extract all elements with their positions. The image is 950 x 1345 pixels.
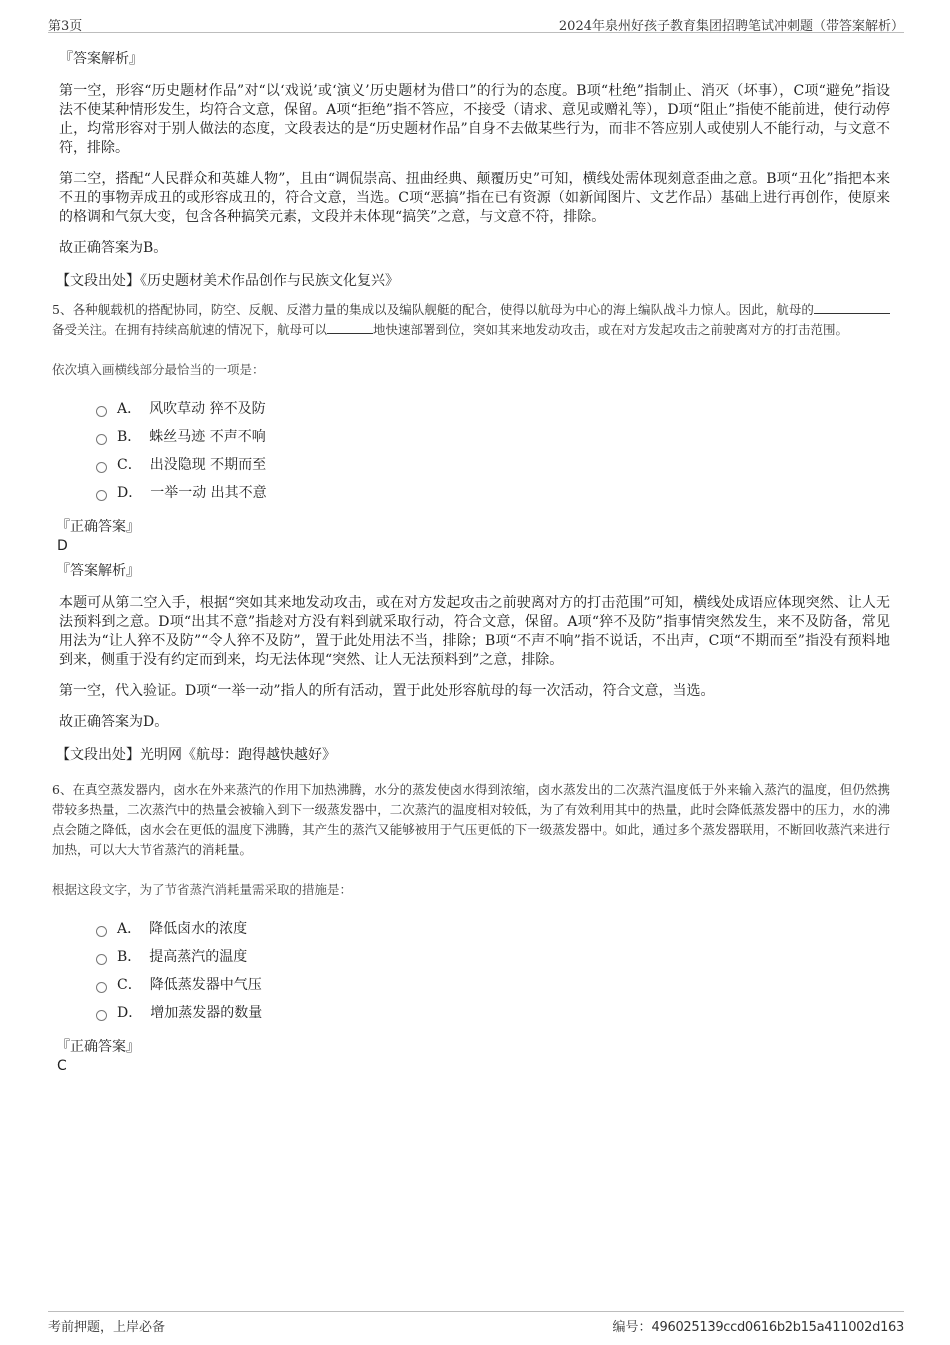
radio-icon[interactable]: [96, 490, 107, 501]
page-content: [52, 40, 890, 1078]
q5-text-part-3: 地快速部署到位，突如其来地发动攻击，或在对方发起攻击之前驶离对方的打击范围。: [373, 322, 849, 337]
q6-prompt: 根据这段文字，为了节省蒸汽消耗量需采取的措施是：: [52, 882, 353, 897]
q4-analysis-conclusion: 故正确答案为B。: [59, 240, 168, 256]
q5-answer-label: 『正确答案』: [56, 519, 140, 535]
q5-option-a[interactable]: [96, 394, 890, 422]
radio-icon[interactable]: [96, 926, 107, 937]
q5-blank-2: [327, 321, 373, 334]
q5-analysis-paragraph-1: 本题可从第二空入手，根据“突如其来地发动攻击，或在对方发起攻击之前驶离对方的打击范围”可知，横线处成语应体现突然、让人无法预料到之意。D项“出其不意”指趁对方没有料到就采取行动，符合文意，保留。A项“猝不及防”指事情突然发生，来不及防备，常见用法为“让人猝不及防”“令人猝不及防”，置于此处用法不当，排除；B项“不声不响”指不说话，不出声，C项“不期而至”指没有预料地到来，侧重于没有约定而到来，均无法体现“突然、让人无法预料到”之意，排除。: [59, 595, 890, 668]
option-letter: D．: [117, 485, 143, 501]
q6-options: [96, 914, 890, 1026]
q6-option-a[interactable]: [96, 914, 890, 942]
q5-answer-value: D: [57, 538, 68, 554]
q5-prompt: 依次填入画横线部分最恰当的一项是：: [52, 362, 265, 377]
page-footer: [48, 1311, 904, 1334]
radio-icon[interactable]: [96, 406, 107, 417]
radio-icon[interactable]: [96, 1010, 107, 1021]
option-text: 出没隐现 不期而至: [149, 457, 267, 473]
option-letter: C．: [117, 977, 142, 993]
option-letter: C．: [117, 457, 142, 473]
option-text: 风吹草动 猝不及防: [149, 401, 266, 417]
q5-analysis-heading: 『答案解析』: [56, 563, 140, 579]
footer-slogan: 考前押题，上岸必备: [48, 1320, 166, 1335]
q6-option-c[interactable]: [96, 970, 890, 998]
q5-source: 【文段出处】光明网《航母：跑得越快越好》: [56, 747, 336, 763]
document-id: [613, 1316, 904, 1335]
page-header: [48, 12, 904, 33]
radio-icon[interactable]: [96, 954, 107, 965]
q4-source: 【文段出处】《历史题材美术作品创作与民族文化复兴》: [56, 273, 399, 289]
q5-option-d[interactable]: [96, 478, 890, 506]
question-6-text: 6、在真空蒸发器内，卤水在外来蒸汽的作用下加热沸腾，水分的蒸发使卤水得到浓缩，卤水蒸发出的二次蒸汽温度低于外来输入蒸汽的温度，但仍然携带较多热量，二次蒸汽中的热量会被输入到下一级蒸发器中，二次蒸汽的温度相对较低，为了有效利用其中的热量，此时会降低蒸发器中的压力，水的沸点会随之降低，卤水会在更低的温度下沸腾，其产生的蒸汽又能够被用于气压更低的下一级蒸发器中。如此，通过多个蒸发器联用，不断回收蒸汽来进行加热，可以大大节省蒸汽的消耗量。: [52, 782, 890, 857]
option-letter: D．: [117, 1005, 143, 1021]
option-letter: B．: [117, 949, 142, 965]
option-text: 降低卤水的浓度: [149, 921, 248, 937]
option-letter: A．: [117, 401, 142, 417]
q4-analysis-paragraph-2: 第二空，搭配“人民群众和英雄人物”，且由“调侃崇高、扭曲经典、颠覆历史”可知，横线处需体现刻意歪曲之意。B项“丑化”指把本来不丑的事物弄成丑的或形容成丑的，符合文意，当选。C项“恶搞”指在已有资源（如新闻图片、文艺作品）基础上进行再创作，使原来的格调和气氛大变，包含各种搞笑元素，文段并未体现“搞笑”之意，与文意不符，排除。: [59, 171, 890, 225]
document-title: 2024年泉州好孩子教育集团招聘笔试冲刺题（带答案解析）: [558, 19, 904, 34]
q5-analysis-conclusion: 故正确答案为D。: [59, 714, 169, 730]
page-number: 第3页: [48, 19, 83, 34]
document-id-value: 496025139ccd0616b2b15a411002d163: [651, 1320, 904, 1335]
q6-option-d[interactable]: [96, 998, 890, 1026]
q5-analysis-paragraph-2: 第一空，代入验证。D项“一举一动”指人的所有活动，置于此处形容航母的每一次活动，符合文意，当选。: [59, 683, 715, 699]
question-5-text: [52, 300, 890, 340]
option-text: 一举一动 出其不意: [150, 485, 267, 501]
option-text: 蛛丝马迹 不声不响: [149, 429, 266, 445]
q5-options: [96, 394, 890, 506]
q6-option-b[interactable]: [96, 942, 890, 970]
option-letter: A．: [117, 921, 142, 937]
q5-text-part-1: 5、各种舰载机的搭配协同，防空、反舰、反潜力量的集成以及编队舰艇的配合，使得以航母为中心的海上编队战斗力惊人。因此，航母的: [52, 302, 814, 317]
q5-option-b[interactable]: [96, 422, 890, 450]
q5-option-c[interactable]: [96, 450, 890, 478]
document-id-label: 编号：: [612, 1320, 652, 1335]
q5-blank-1: [814, 301, 890, 314]
option-text: 增加蒸发器的数量: [150, 1005, 263, 1021]
option-letter: B．: [117, 429, 142, 445]
q6-answer-value: C: [57, 1058, 67, 1074]
option-text: 降低蒸发器中气压: [149, 977, 262, 993]
q4-analysis-paragraph-1: 第一空，形容“历史题材作品”对“以‘戏说’或‘演义’历史题材为借口”的行为的态度。B项“杜绝”指制止、消灭（坏事），C项“避免”指设法不使某种情形发生，均符合文意，保留。A项“拒绝”指不答应，不接受（请求、意见或赠礼等），D项“阻止”指使不能前进，使行动停止，均常形容对于别人做法的态度，文段表达的是“历史题材作品”自身不去做某些行为，而非不答应别人或使别人不能行动，与文意不符，排除。: [59, 83, 890, 156]
q5-text-part-2: 备受关注。在拥有持续高航速的情况下，航母可以: [52, 322, 328, 337]
q4-analysis-heading: 『答案解析』: [59, 51, 143, 67]
option-text: 提高蒸汽的温度: [149, 949, 248, 965]
radio-icon[interactable]: [96, 462, 107, 473]
radio-icon[interactable]: [96, 434, 107, 445]
radio-icon[interactable]: [96, 982, 107, 993]
q6-answer-label: 『正确答案』: [56, 1039, 140, 1055]
